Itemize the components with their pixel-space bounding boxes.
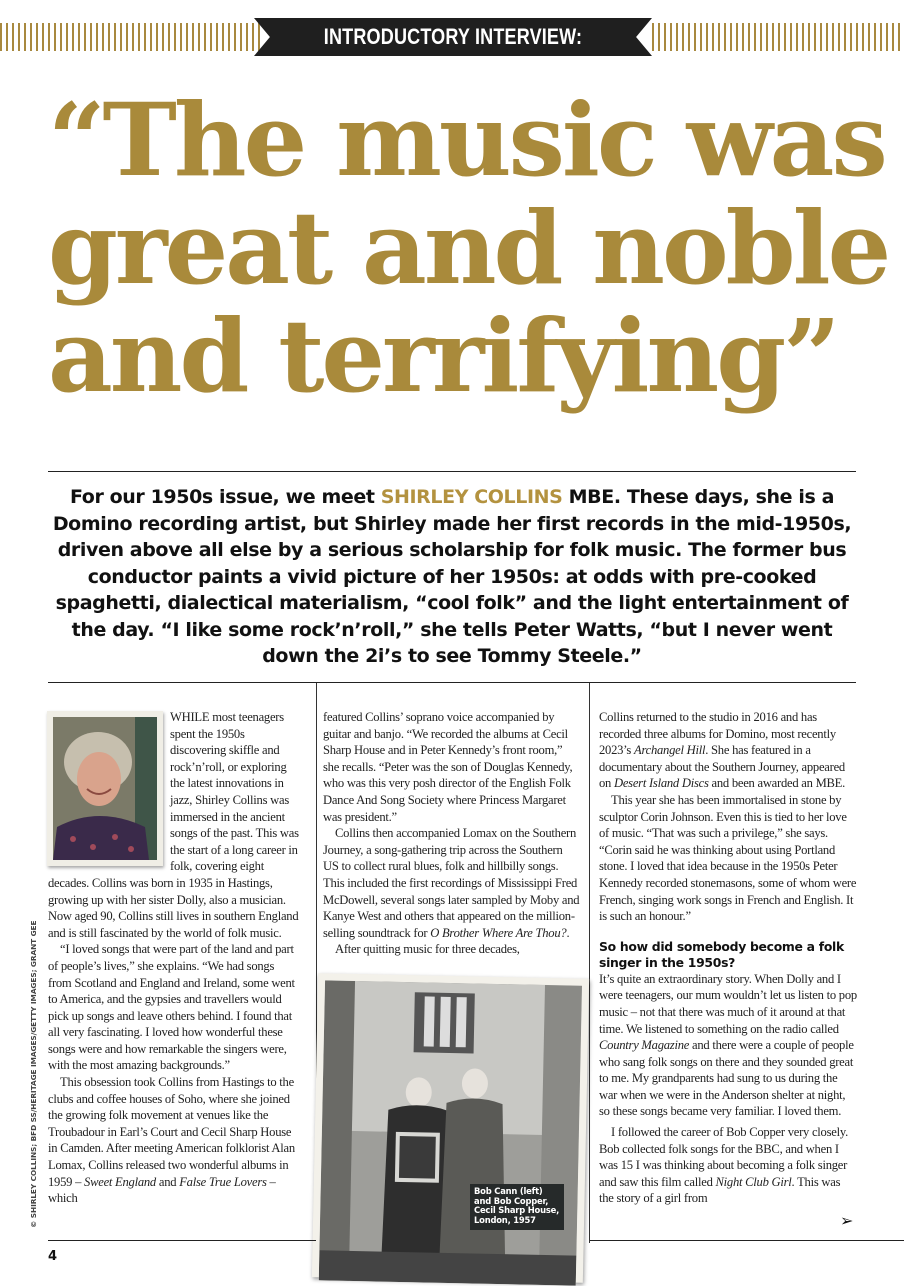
section-label: INTRODUCTORY INTERVIEW: SHIRLEY COLLINS <box>323 24 583 87</box>
col3-answer-2-a: I followed the career of Bob Copper very closely. Bob collected folk songs for the BBC, and when I was 15 I was thinking about becoming a folk singer and saw this film called <box>599 1125 848 1189</box>
album-title-sweet-england: Sweet England <box>84 1174 156 1189</box>
divider-columns <box>48 682 856 683</box>
col3-para-1-b: . She has featured in a documentary about the Southern Journey, appeared on <box>599 743 845 791</box>
col2-para-3: After quitting music for three decades, <box>335 942 520 957</box>
portrait-wrap-space <box>48 709 170 873</box>
col3-answer-2 <box>599 1124 857 1207</box>
column-3 <box>599 709 857 1207</box>
radio-title-country-magazine: Country Magazine <box>599 1038 690 1053</box>
header-stripe-left <box>0 23 262 51</box>
col1-para-3-b: and <box>155 1174 180 1189</box>
headline-line-2: great and noble <box>48 189 889 307</box>
headline <box>48 81 889 415</box>
album-title-false-true-lovers: False True Lovers <box>179 1174 267 1189</box>
col1-para-1 <box>48 709 300 941</box>
standfirst-body: MBE. These days, she is a Domino recording artist, but Shirley made her first records in the mid-1950s, driven above all else by a serious scholarship for folk music. The former bus conductor paints a vivid picture of her 1950s: at odds with pre-cooked spaghetti, dialectical materialism, “cool folk” and the light entertainment of the day. “I like some rock’n’roll,” she tells Peter Watts, “but I never went down the 2i’s to see Tommy Steele.” <box>52 486 852 667</box>
page-number: 4 <box>48 1249 58 1264</box>
col1-para-1-text: WHILE most teenagers spent the 1950s discovering skiffle and rock’n’roll, or exploring the latest innovations in jazz, Shirley Collins was immersed in the ancient songs of the past. This was the start of a long career in folk, covering eight decades. Collins was born in 1935 in Hastings, growing up with her sister Dolly, also a musician. Now aged 90, Collins still lives in southern England and is still fascinated by the world of folk music. <box>48 710 299 940</box>
standfirst <box>48 484 856 670</box>
column-2 <box>323 709 581 958</box>
headline-line-1: “The music was <box>48 81 885 199</box>
col1-para-3-a: This obsession took Collins from Hastings to the clubs and coffee houses of Soho, where she joined the growing folk movement at venues like the Troubadour in Earl’s Court and Cecil Sharp House in Camden. After meeting American folklorist Alan Lomax, Collins released two wonderful albums in 1959 – <box>48 1075 295 1189</box>
col3-para-1-a: Collins returned to the studio in 2016 and has recorded three albums for Domino, most recently 2023’s <box>599 710 836 758</box>
continue-arrow-icon: ➢ <box>840 1213 854 1230</box>
col3-para-2: This year she has been immortalised in stone by sculptor Corin Johnson. Even this is tied to her love of music. “That was such a privilege,” she says. “Corin said he was thinking about using Portland stone. I loved that idea because in the 1950s Peter Kennedy recorded stonemasons, some of whom were French, singing work songs in French and English. It is such an honour.” <box>599 792 857 924</box>
film-title-o-brother: O Brother Where Are Thou? <box>430 925 567 940</box>
col2-para-2-b: . <box>566 925 570 940</box>
photo-caption: Bob Cann (left) and Bob Copper, Cecil Sharp House, London, 1957 <box>470 1184 564 1230</box>
standfirst-subject-name: SHIRLEY COLLINS <box>380 486 563 508</box>
footer-rule-left <box>48 1240 316 1241</box>
col1-para-2: “I loved songs that were part of the land and part of people’s lives,” she explains. “We had songs from Scotland and England and Ireland, some went to America, and the gypsies and travellers would pick up songs and leave others behind. I found that all very fascinating. I loved how wonderful these songs were and how remarkable the singers were, with the most amazing backgrounds.” <box>48 942 295 1073</box>
show-title-desert-island-discs: Desert Island Discs <box>614 776 709 791</box>
col3-para-1-c: and been awarded an MBE. <box>708 776 846 791</box>
standfirst-intro: For our 1950s issue, we meet <box>70 486 381 508</box>
archive-photo <box>312 973 589 1283</box>
col2-para-2-a: Collins then accompanied Lomax on the Southern Journey, a song-gathering trip across the Southern US to collect rural blues, folk and hillbilly songs. This included the first recordings of Mississippi Fred McDowell, several songs later sampled by Moby and Kanye West and others that appeared on the million-selling soundtrack for <box>323 826 580 940</box>
col3-answer-2-b: . This was the story of a girl from <box>599 1174 841 1206</box>
header-stripe-right <box>652 23 904 51</box>
album-title-archangel-hill: Archangel Hill <box>634 743 706 758</box>
divider-top <box>48 471 856 472</box>
col2-para-2 <box>323 825 581 941</box>
col3-answer-1-b: and there were a couple of people who sang folk songs on there and they sounded great to me. My grandparents had sung to us during the war when we were in the Anderson shelter at night, so these songs became very familiar. I loved them. <box>599 1038 854 1119</box>
photo-credit <box>29 920 38 1228</box>
col2-para-1: featured Collins’ soprano voice accompanied by guitar and banjo. “We recorded the albums at Cecil Sharp House and in Peter Kennedy’s front room,” she recalls. “Peter was the son of Douglas Kennedy, who was this very posh director of the English Folk Dance And Song Society where Princess Margaret was president.” <box>323 710 573 824</box>
column-divider-2 <box>589 683 590 1243</box>
film-title-night-club-girl: Night Club Girl <box>715 1174 792 1189</box>
column-1 <box>48 709 300 1207</box>
col3-answer-1-a: It’s quite an extraordinary story. When Dolly and I were teenagers, our mum wouldn’t let us listen to pop music – not that there was much of it around at that time. We listened to something on the radio called <box>599 971 857 1036</box>
archive-photo-image <box>319 980 582 1285</box>
interview-question: So how did somebody become a folk singer in the 1950s? <box>599 938 844 970</box>
footer-rule-right <box>590 1240 904 1241</box>
col1-para-3 <box>48 1074 300 1207</box>
headline-line-3: and terrifying” <box>48 297 838 415</box>
col3-para-1 <box>599 709 857 792</box>
col1-para-3-c: – which <box>48 1174 276 1206</box>
col3-answer-1 <box>599 971 857 1120</box>
photo-credit-text: © SHIRLEY COLLINS; BFD SS/HERITAGE IMAGES/GETTY IMAGES; GRANT GEE <box>29 920 38 1228</box>
